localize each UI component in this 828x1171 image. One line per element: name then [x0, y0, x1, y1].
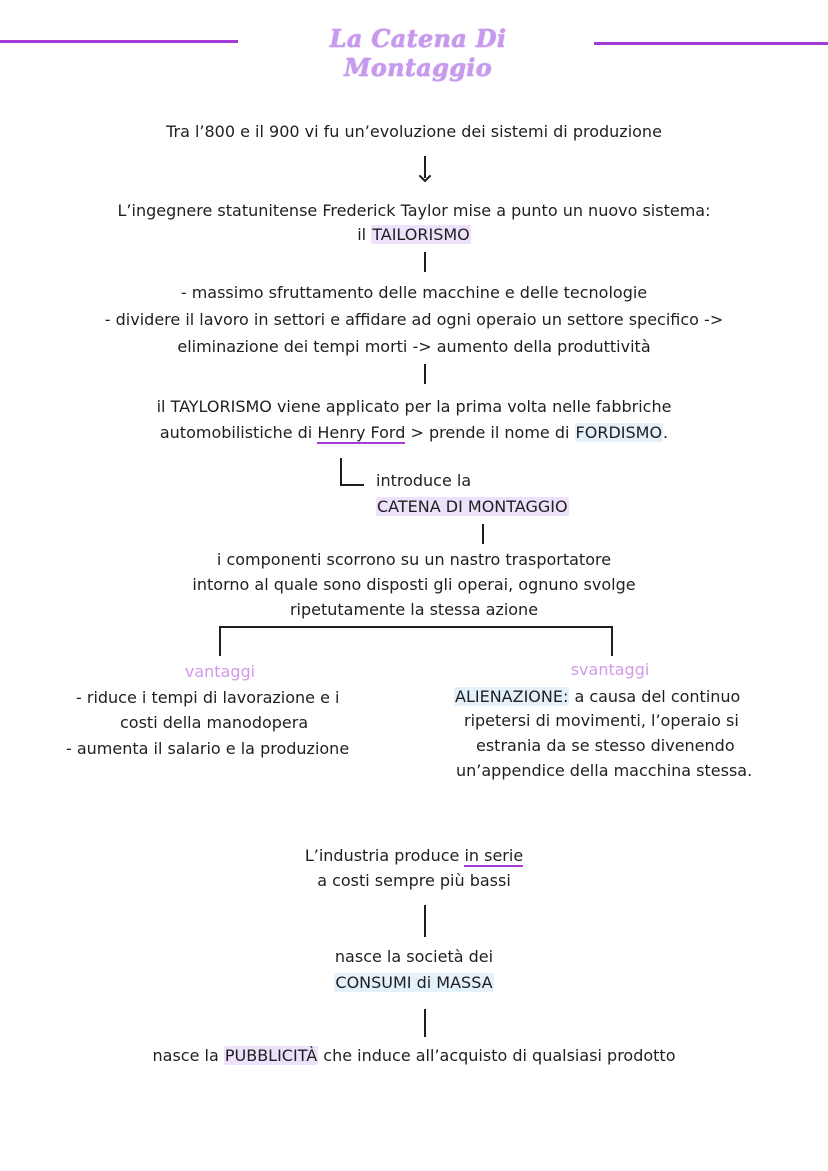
pubblicita-term: PUBBLICITÀ	[224, 1046, 318, 1065]
advertising-rest: che induce all’acquisto di qualsiasi prodotto	[323, 1046, 676, 1065]
fordismo-term: FORDISMO	[575, 423, 663, 442]
description-3: ripetutamente la stessa azione	[289, 600, 539, 619]
advertising-prefix: nasce la	[152, 1046, 219, 1065]
tailorismo-term: TAILORISMO	[372, 225, 470, 244]
ford-mid: > prende il nome di	[410, 423, 570, 442]
taylor-term-line	[0, 222, 828, 248]
connector-4	[424, 905, 426, 937]
title-rule-right	[594, 42, 828, 45]
taylor-prefix: il	[357, 225, 367, 244]
industry-line-2: a costi sempre più bassi	[317, 871, 511, 890]
advantage-2: costi della manodopera	[120, 713, 309, 732]
connector-5	[424, 1009, 426, 1037]
branch-bracket	[219, 626, 613, 656]
ford-line-2	[0, 420, 828, 446]
intro-text: Tra l’800 e il 900 vi fu un’evoluzione dei sistemi di produzione	[166, 122, 662, 141]
alienazione-term: ALIENAZIONE:	[455, 687, 569, 706]
disadvantage-1-rest: a causa del continuo	[574, 687, 741, 706]
description-1: i componenti scorrono su un nastro trasportatore	[216, 550, 612, 569]
l-bracket	[340, 458, 364, 486]
consumption-line-2	[0, 970, 828, 996]
industry-prefix: L’industria produce	[304, 846, 460, 865]
title-rule-left	[0, 40, 238, 43]
assembly-intro: introduce la	[376, 471, 472, 490]
catena-term: CATENA DI MONTAGGIO	[377, 497, 568, 516]
henry-ford-name: Henry Ford	[317, 423, 406, 442]
advertising-line	[0, 1043, 828, 1069]
disadvantages-label: svantaggi	[570, 660, 650, 679]
connector-1	[424, 252, 426, 272]
ford-line-1: il TAYLORISMO viene applicato per la prima volta nelle fabbriche	[156, 397, 672, 416]
consumi-term: CONSUMI di MASSA	[335, 973, 493, 992]
feature-1: - massimo sfruttamento delle macchine e delle tecnologie	[180, 283, 648, 302]
advantages-label: vantaggi	[184, 662, 256, 681]
in-serie-term: in serie	[464, 846, 524, 865]
industry-line-1	[0, 843, 828, 869]
taylor-line: L’ingegnere statunitense Frederick Taylor mise a punto un nuovo sistema:	[117, 201, 711, 220]
connector-2	[424, 364, 426, 384]
feature-3: eliminazione dei tempi morti -> aumento della produttività	[177, 337, 651, 356]
ford-end: .	[663, 423, 669, 442]
disadvantage-3: estrania da se stesso divenendo	[476, 736, 735, 755]
assembly-term-line	[376, 494, 569, 520]
advantage-1: - riduce i tempi di lavorazione e i	[76, 688, 340, 707]
consumption-line-1: nasce la società dei	[334, 947, 494, 966]
description-2: intorno al quale sono disposti gli operai, ognuno svolge	[192, 575, 636, 594]
disadvantage-4: un’appendice della macchina stessa.	[456, 761, 753, 780]
disadvantage-2: ripetersi di movimenti, l’operaio si	[464, 711, 739, 730]
arrow-head-icon	[418, 174, 432, 184]
disadvantage-1	[454, 684, 740, 709]
page-title: La Catena Di Montaggio	[329, 24, 507, 82]
advantage-3: - aumenta il salario e la produzione	[66, 739, 350, 758]
ford-prefix: automobilistiche di	[159, 423, 313, 442]
connector-3	[482, 524, 484, 544]
feature-2: - dividere il lavoro in settori e affidare ad ogni operaio un settore specifico ->	[104, 310, 724, 329]
